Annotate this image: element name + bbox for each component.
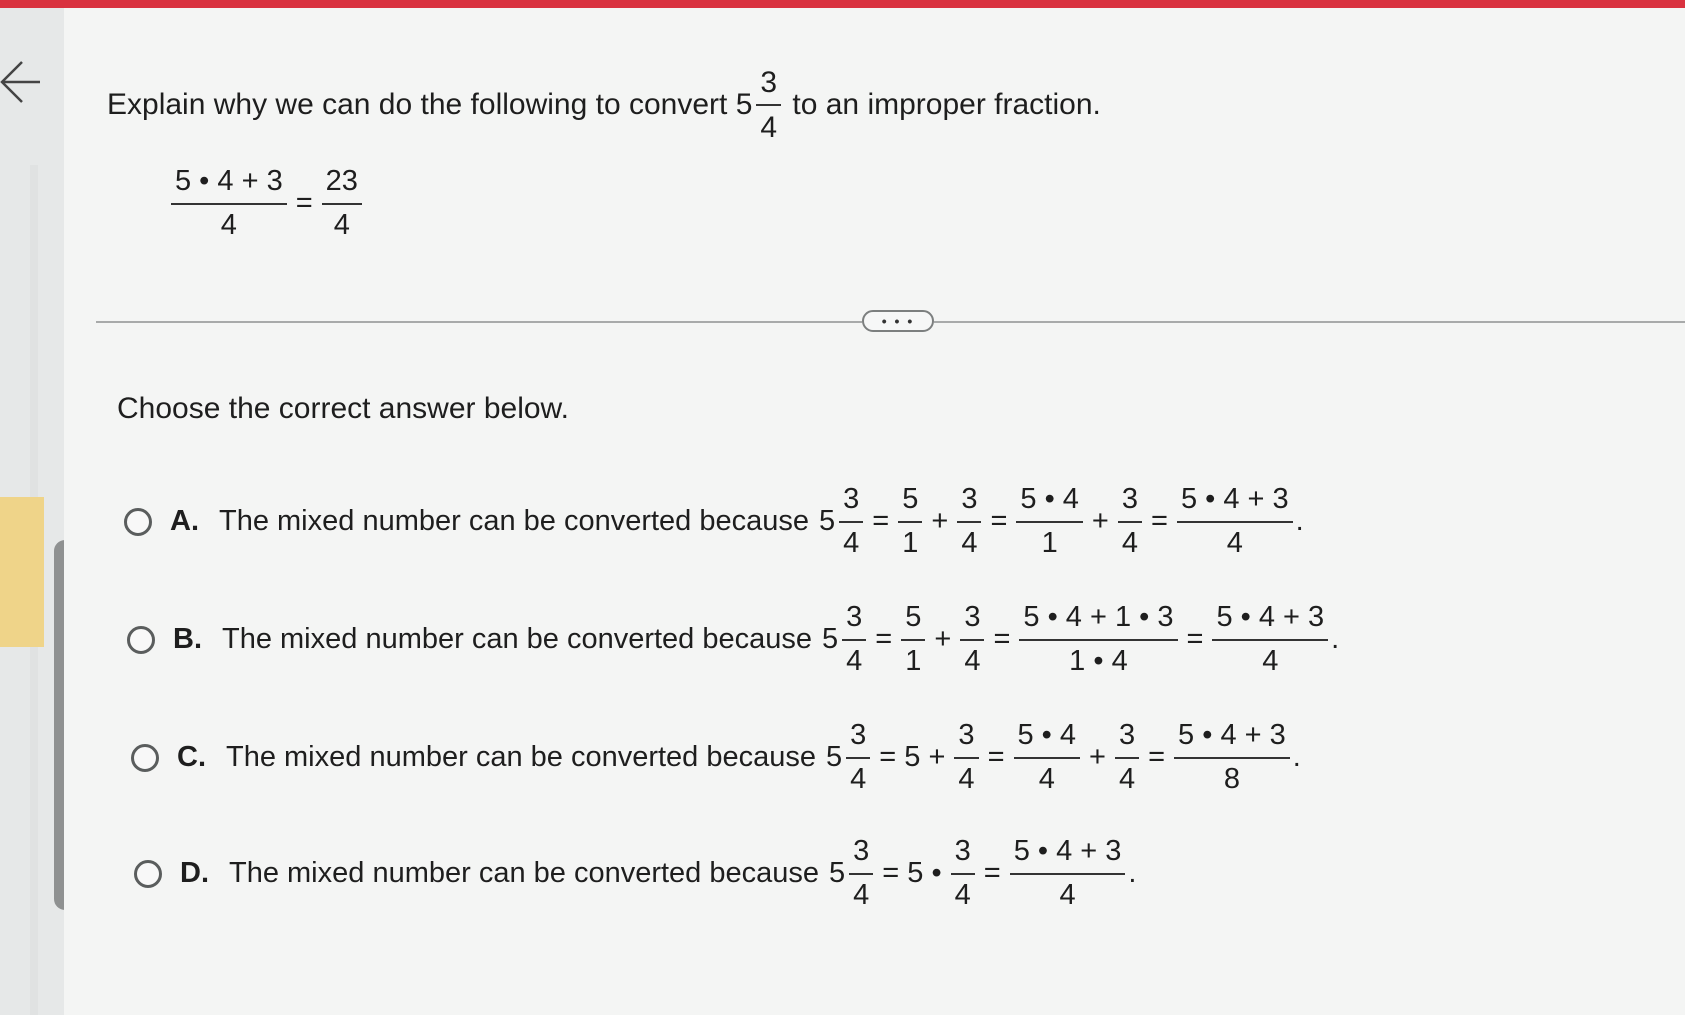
radio-a[interactable] xyxy=(124,508,152,536)
option-a-letter: A. xyxy=(170,505,199,538)
num: 3 xyxy=(1118,484,1142,523)
option-d[interactable] xyxy=(134,836,1136,912)
op: = xyxy=(1186,623,1204,656)
option-d-math xyxy=(829,836,1136,912)
option-b-frac-1 xyxy=(901,602,925,678)
den: 4 xyxy=(853,878,870,911)
formula-left-denominator: 4 xyxy=(220,208,237,241)
option-c-whole: 5 xyxy=(826,741,843,774)
more-options-button[interactable]: • • • xyxy=(862,310,934,332)
option-c[interactable] xyxy=(131,720,1301,796)
num: 5 • 4 + 3 xyxy=(1177,484,1293,523)
mixed-fraction xyxy=(756,66,781,144)
period: . xyxy=(1128,857,1137,890)
op: + xyxy=(931,505,949,538)
period: . xyxy=(1295,505,1304,538)
option-d-frac-2 xyxy=(1010,836,1126,912)
den: 1 xyxy=(905,644,922,677)
num: 5 xyxy=(898,484,922,523)
answer-prompt: Choose the correct answer below. xyxy=(117,392,569,425)
highlight-strip xyxy=(0,497,44,647)
den: 4 xyxy=(1118,762,1136,795)
num: 3 xyxy=(1115,720,1139,759)
option-c-letter: C. xyxy=(177,741,206,774)
num: 3 xyxy=(846,720,870,759)
option-c-frac-2 xyxy=(1014,720,1081,796)
num: 3 xyxy=(954,720,978,759)
den: 4 xyxy=(964,644,981,677)
option-b-mixed-frac xyxy=(842,602,866,678)
den: 4 xyxy=(1262,644,1279,677)
conversion-formula xyxy=(168,166,365,242)
question-mixed-number xyxy=(736,66,784,144)
num: 3 xyxy=(960,602,984,641)
num: 3 xyxy=(842,602,866,641)
option-b-frac-4 xyxy=(1212,602,1328,678)
option-b-frac-2 xyxy=(960,602,984,678)
den: 8 xyxy=(1223,762,1240,795)
op: = xyxy=(1148,741,1166,774)
num: 5 • 4 + 3 xyxy=(1212,602,1328,641)
option-b-text: The mixed number can be converted because xyxy=(222,623,813,656)
option-b-letter: B. xyxy=(173,623,202,656)
formula-right-denominator: 4 xyxy=(333,208,350,241)
option-a-frac-5 xyxy=(1177,484,1293,560)
num: 3 xyxy=(849,836,873,875)
option-c-frac-1 xyxy=(954,720,978,796)
den: 4 xyxy=(1059,878,1076,911)
divider-left xyxy=(96,321,862,323)
back-arrow-icon[interactable] xyxy=(0,56,44,106)
num: 5 xyxy=(901,602,925,641)
op: = xyxy=(872,505,890,538)
option-a-mixed-frac xyxy=(839,484,863,560)
option-a[interactable] xyxy=(124,484,1304,560)
num: 3 xyxy=(839,484,863,523)
formula-right-fraction xyxy=(322,166,362,242)
op: + xyxy=(1091,505,1109,538)
den: 4 xyxy=(846,644,863,677)
option-a-frac-4 xyxy=(1118,484,1142,560)
radio-c[interactable] xyxy=(131,744,159,772)
den: 1 xyxy=(1041,526,1058,559)
option-a-frac-2 xyxy=(957,484,981,560)
option-a-text: The mixed number can be converted because xyxy=(219,505,810,538)
den: 4 xyxy=(961,526,978,559)
den: 4 xyxy=(954,878,971,911)
period: . xyxy=(1292,741,1301,774)
op: + xyxy=(934,623,952,656)
op: = xyxy=(875,623,893,656)
den: 1 • 4 xyxy=(1069,644,1128,677)
option-b-frac-3 xyxy=(1019,602,1177,678)
num: 5 • 4 + 3 xyxy=(1010,836,1126,875)
num: 3 xyxy=(951,836,975,875)
formula-right-numerator: 23 xyxy=(322,166,362,205)
option-c-frac-3 xyxy=(1115,720,1139,796)
option-c-math xyxy=(826,720,1301,796)
mixed-numerator: 3 xyxy=(756,66,781,106)
divider-right xyxy=(934,321,1685,323)
option-a-whole: 5 xyxy=(819,505,836,538)
num: 3 xyxy=(957,484,981,523)
op: = xyxy=(987,741,1005,774)
top-accent-bar xyxy=(0,0,1685,8)
option-a-frac-1 xyxy=(898,484,922,560)
op: = 5 + xyxy=(879,741,946,774)
option-a-math xyxy=(819,484,1304,560)
num: 5 • 4 xyxy=(1014,720,1081,759)
option-d-text: The mixed number can be converted because xyxy=(229,857,820,890)
question-prefix: Explain why we can do the following to convert xyxy=(107,88,736,121)
num: 5 • 4 xyxy=(1016,484,1083,523)
option-b[interactable] xyxy=(127,602,1339,678)
option-c-mixed-frac xyxy=(846,720,870,796)
den: 4 xyxy=(1121,526,1138,559)
radio-b[interactable] xyxy=(127,626,155,654)
mixed-whole: 5 xyxy=(735,88,753,121)
question-text xyxy=(107,66,1101,144)
option-b-whole: 5 xyxy=(822,623,839,656)
op: = xyxy=(993,623,1011,656)
den: 4 xyxy=(850,762,867,795)
formula-equals: = xyxy=(295,187,313,220)
option-d-whole: 5 xyxy=(829,857,846,890)
option-d-frac-1 xyxy=(951,836,975,912)
option-c-frac-4 xyxy=(1174,720,1290,796)
op: + xyxy=(1089,741,1106,774)
mixed-denominator: 4 xyxy=(760,111,778,144)
num: 5 • 4 + 1 • 3 xyxy=(1019,602,1177,641)
den: 4 xyxy=(843,526,860,559)
num: 5 • 4 + 3 xyxy=(1174,720,1290,759)
op: = xyxy=(1151,505,1168,538)
den: 1 xyxy=(902,526,919,559)
radio-d[interactable] xyxy=(134,860,162,888)
op: = 5 • xyxy=(882,857,942,890)
op: = xyxy=(983,857,1001,890)
period: . xyxy=(1331,623,1340,656)
op: = xyxy=(990,505,1008,538)
formula-left-fraction xyxy=(171,166,287,242)
formula-left-numerator: 5 • 4 + 3 xyxy=(171,166,287,205)
den: 4 xyxy=(1038,762,1055,795)
den: 4 xyxy=(1226,526,1243,559)
option-b-math xyxy=(822,602,1339,678)
question-suffix: to an improper fraction. xyxy=(784,88,1101,121)
option-d-letter: D. xyxy=(180,857,209,890)
option-d-mixed-frac xyxy=(849,836,873,912)
option-a-frac-3 xyxy=(1016,484,1083,560)
option-c-text: The mixed number can be converted because xyxy=(226,741,817,774)
den: 4 xyxy=(958,762,975,795)
